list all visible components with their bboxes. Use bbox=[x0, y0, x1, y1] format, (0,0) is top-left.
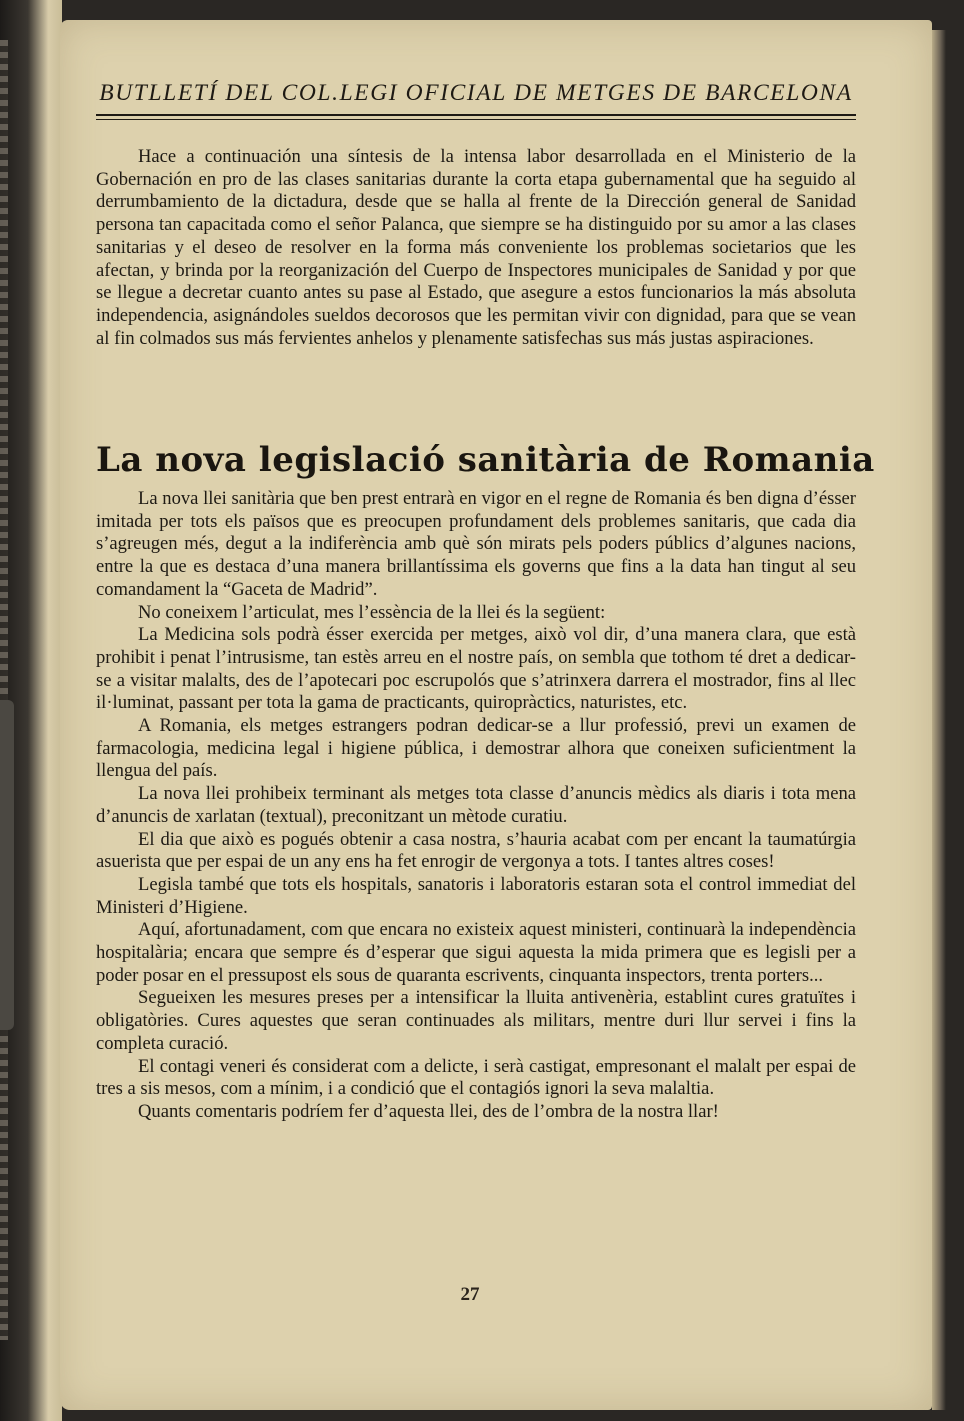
article-paragraph: No coneixem l’articulat, mes l’essència de la llei és la següent: bbox=[138, 601, 606, 623]
book-binding-edge bbox=[0, 0, 62, 1421]
running-header: BUTLLETÍ DEL COL.LEGI OFICIAL DE METGES DE BARCELONA bbox=[99, 80, 853, 106]
intro-paragraph: Hace a continuación una síntesis de la intensa labor desarrollada en el Ministerio de la Gobernación en pro de las clases sanitarias durante la corta etapa gubernamental que ha seguido al derrumbamiento de la dictadura, desde que se halla al frente de la Dirección general de Sanidad persona tan capacitada como el señor Palanca, que siempre se ha distinguido por su amor a las clases sanitarias y el deseo de resolver en la forma más conveniente los problemas societarios que les afectan, y brinda por la reorganización del Cuerpo de Inspectores municipales de Sanidad y por que se llegue a decretar cuanto antes su pase al Estado, que asegure a estos funcionarios la más absoluta independencia, asignándoles sueldos decorosos que les permitan vivir con dignidad, para que se vean al fin colmados sus más fervientes anhelos y plenamente satisfechas sus más justas aspiraciones. bbox=[96, 146, 856, 349]
binding-stitching bbox=[0, 40, 8, 1340]
article-paragraph: Legisla també que tots els hospitals, sanatoris i laboratoris estaran sota el control immediat del Ministeri d’Higiene. bbox=[96, 873, 856, 918]
article-paragraph: El dia que això es pogués obtenir a casa nostra, s’hauria acabat com per encant la taumatúrgia asuerista que per espai de un any ens ha fet enrogir de vergonya a tots. I tantes altres coses! bbox=[96, 828, 856, 873]
article-paragraph: El contagi veneri és considerat com a delicte, i serà castigat, empresonant el malalt per espai de tres a sis mesos, com a mínim, i a condició que el contagiós ignori la seva malaltia. bbox=[96, 1055, 856, 1100]
article-body bbox=[96, 488, 856, 1124]
header-rule-thick bbox=[96, 114, 856, 116]
article-paragraph: A Romania, els metges estrangers podran dedicar-se a llur professió, previ un examen de farmacologia, medicina legal i higiene pública, i demostrar alhora que coneixen suficientment la llengua del país. bbox=[96, 715, 856, 782]
header-rule-thin bbox=[96, 119, 856, 120]
article-paragraph: Quants comentaris podríem fer d’aquesta llei, des de l’ombra de la nostra llar! bbox=[138, 1100, 719, 1122]
binding-tab bbox=[0, 700, 14, 1030]
page-right-edge bbox=[932, 30, 946, 1410]
article-paragraph: Aquí, afortunadament, com que encara no existeix aquest ministeri, continuarà la independència hospitalària; encara que sempre és d’esperar que sigui aquesta la mida primera que es legisli per a poder posar en el pressupost els sous de quaranta escrivents, cinquanta inspectors, trenta porters... bbox=[96, 919, 856, 986]
page-number: 27 bbox=[460, 1284, 480, 1305]
article-paragraph: La Medicina sols podrà ésser exercida per metges, això vol dir, d’una manera clara, que està prohibit i penat l’intrusisme, tan estès arreu en el nostre país, on sembla que tothom té dret a dedicar-se a visitar malalts, des de l’apotecari poc escrupolós que s’atrinxera darrera el mostrador, fins al llec il·luminat, passant per tota la gama de practicants, quiropràctics, naturistes, etc. bbox=[96, 624, 856, 714]
intro-text bbox=[96, 146, 856, 350]
article-paragraph: La nova llei prohibeix terminant als metges tota classe d’anuncis mèdics als diaris i tota mena d’anuncis de xarlatan (textual), preconitzant un mètode curatiu. bbox=[96, 783, 856, 827]
article-title: La nova legislació sanitària de Romania bbox=[96, 440, 875, 480]
article-paragraph: La nova llei sanitària que ben prest entrarà en vigor en el regne de Romania és ben digna d’ésser imitada per tots els països que es preocupen profundament dels problemes sanitaris, que cada dia s’agreugen més, degut a la indiferència amb què són mirats pels poders públics d’algunes nacions, entre la que es destaca d’una manera brillantíssima els governs que fins a la data han tingut al seu comandament la “Gaceta de Madrid”. bbox=[96, 488, 856, 600]
article-paragraph: Segueixen les mesures preses per a intensificar la lluita antivenèria, establint cures gratuïtes i obligatòries. Cures aquestes que seran continuades als militars, mentre duri llur servei i fins la completa curació. bbox=[96, 987, 856, 1054]
